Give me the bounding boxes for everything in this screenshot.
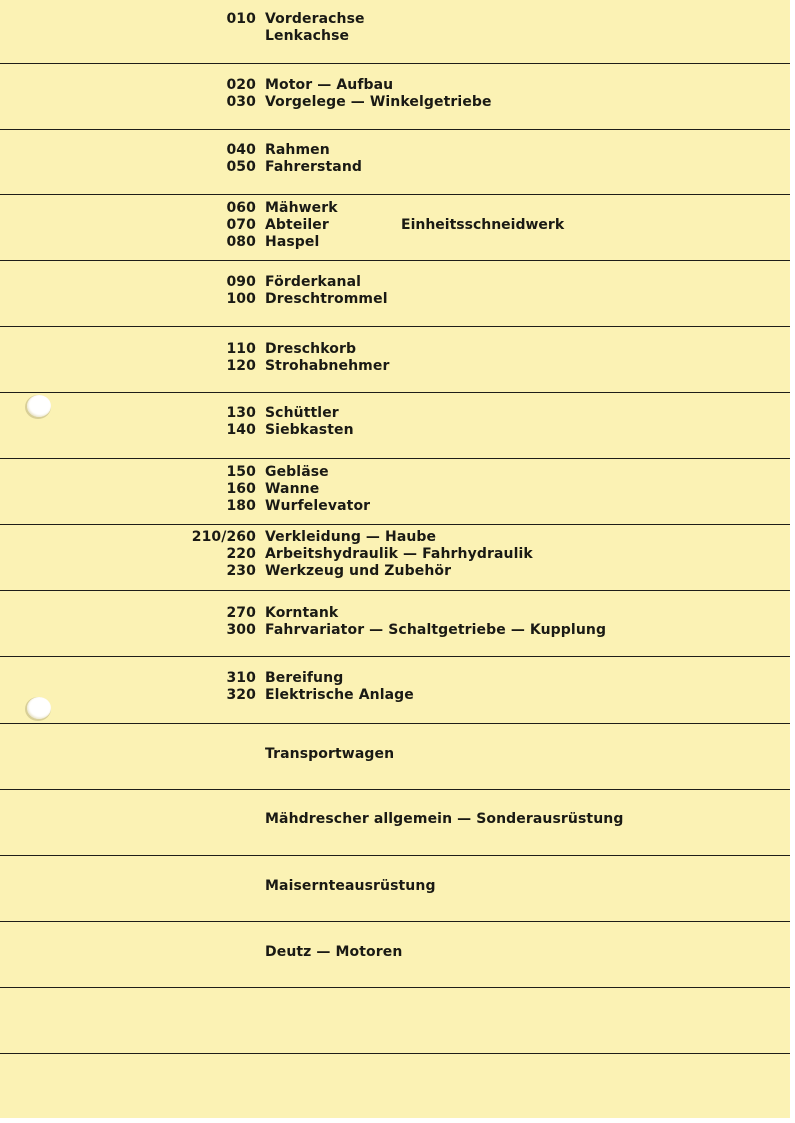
section-code: 100 [226,291,256,307]
section-title: Lenkachse [265,28,350,44]
index-entry [0,622,790,639]
section-code: 150 [226,464,256,480]
section-code: 110 [226,341,256,357]
index-entry [0,159,790,176]
section-code: 130 [226,405,256,421]
section-title: Dreschtrommel [265,291,388,307]
entry-group [0,529,790,580]
index-entry [0,28,790,45]
section-title: Verkleidung — Haube [265,529,437,545]
index-entry [0,291,790,308]
index-entry [0,234,790,251]
index-entry [0,217,790,234]
section-code: 140 [226,422,256,438]
entry-group [0,11,790,45]
section-title: Schüttler [265,405,339,421]
index-entry [0,687,790,704]
section-title: Korntank [265,605,339,621]
index-section-empty [0,988,790,1054]
section-code: 320 [226,687,256,703]
entry-group [0,605,790,639]
cutting-unit-note: Einheitsschneidwerk [401,217,565,233]
index-entry [0,200,790,217]
section-code: 220 [226,546,256,562]
section-title: Maisernteausrüstung [265,878,436,894]
scan-margin-right [790,0,795,1123]
index-section [0,922,790,988]
section-title: Fahrvariator — Schaltgetriebe — Kupplung [265,622,607,638]
entry-group [0,274,790,308]
section-title: Fahrerstand [265,159,363,175]
index-section [0,195,790,261]
index-entry [0,605,790,622]
section-title: Vorderachse [265,11,365,27]
section-title: Förderkanal [265,274,362,290]
section-title: Dreschkorb [265,341,357,357]
index-entry [0,142,790,159]
index-entry [0,11,790,28]
index-entry [0,670,790,687]
index-section [0,790,790,856]
index-entry [0,464,790,481]
entry-group [0,811,790,828]
section-title: Deutz — Motoren [265,944,403,960]
section-title: Strohabnehmer [265,358,390,374]
entry-group [0,670,790,704]
section-title: Vorgelege — Winkelgetriebe [265,94,492,110]
section-code: 090 [226,274,256,290]
index-entry [0,94,790,111]
section-code: 040 [226,142,256,158]
section-code: 270 [226,605,256,621]
section-title: Arbeitshydraulik — Fahrhydraulik [265,546,533,562]
section-title: Mähwerk [265,200,338,216]
section-title: Rahmen [265,142,330,158]
section-title: Gebläse [265,464,329,480]
index-section [0,130,790,195]
section-code: 060 [226,200,256,216]
section-code: 230 [226,563,256,579]
section-code: 210/260 [191,529,256,545]
index-section [0,459,790,525]
entry-group [0,944,790,961]
index-entry [0,878,790,895]
section-title: Wurfelevator [265,498,371,514]
section-code: 020 [226,77,256,93]
index-entry [0,481,790,498]
index-section [0,856,790,922]
punch-hole [27,395,51,417]
index-entry [0,358,790,375]
index-entry [0,546,790,563]
index-section [0,64,790,130]
section-title: Motor — Aufbau [265,77,394,93]
index-entry [0,529,790,546]
section-title: Abteiler [265,217,329,233]
index-entry [0,498,790,515]
index-entry [0,341,790,358]
index-entry [0,274,790,291]
index-entry [0,422,790,439]
entry-group [0,142,790,176]
index-entry [0,77,790,94]
entry-group [0,200,790,251]
section-title: Haspel [265,234,320,250]
punch-hole [27,697,51,719]
entry-group [0,746,790,763]
index-entry [0,563,790,580]
section-title: Transportwagen [265,746,395,762]
index-section [0,591,790,657]
section-code: 030 [226,94,256,110]
section-title: Bereifung [265,670,344,686]
entry-group [0,464,790,515]
scan-margin-bottom [0,1118,795,1123]
section-code: 300 [226,622,256,638]
entry-group [0,405,790,439]
index-entry [0,405,790,422]
section-code: 010 [226,11,256,27]
section-code: 160 [226,481,256,497]
section-code: 070 [226,217,256,233]
index-section [0,525,790,591]
index-entry [0,746,790,763]
section-title: Mähdrescher allgemein — Sonderausrüstung [265,811,624,827]
section-title: Siebkasten [265,422,354,438]
index-section [0,393,790,459]
index-entry [0,944,790,961]
section-title: Wanne [265,481,320,497]
index-section [0,657,790,724]
section-code: 080 [226,234,256,250]
section-code: 310 [226,670,256,686]
index-section [0,0,790,64]
index-section [0,724,790,790]
index-section [0,327,790,393]
section-code: 120 [226,358,256,374]
index-entry [0,811,790,828]
section-code: 180 [226,498,256,514]
entry-group [0,341,790,375]
entry-group [0,77,790,111]
entry-group [0,878,790,895]
index-section [0,261,790,327]
section-code: 050 [226,159,256,175]
section-title: Elektrische Anlage [265,687,414,703]
section-title: Werkzeug und Zubehör [265,563,452,579]
